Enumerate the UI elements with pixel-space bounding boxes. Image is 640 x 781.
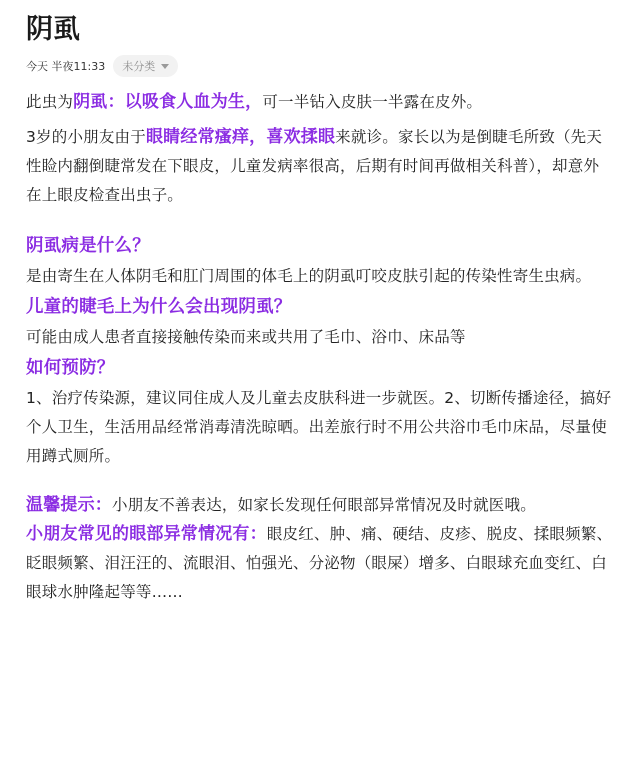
text-span: 可一半钻入皮肤一半露在皮外。 <box>262 93 483 111</box>
text-span: 来就诊。家长以为是倒睫毛所致（先天性睑内翻倒睫常发在下眼皮，儿童发病率很高，后期有时间再做相关科普），却意外在上眼皮检查出虫子。 <box>26 128 603 204</box>
note-body <box>26 88 614 607</box>
note-meta <box>26 54 614 78</box>
paragraph-tip <box>26 491 614 520</box>
paragraph-symptoms <box>26 520 614 607</box>
note-date: 今天 半夜11:33 <box>26 60 106 73</box>
highlight-text: 眼睛经常瘙痒，喜欢揉眼 <box>145 127 336 147</box>
paragraph-intro <box>26 88 614 117</box>
paragraph-definition: 是由寄生在人体阴毛和肛门周围的体毛上的阴虱叮咬皮肤引起的传染性寄生虫病。 <box>26 267 592 285</box>
text-span: 3岁的小朋友由于 <box>26 128 146 146</box>
text-span: 此虫为 <box>26 93 74 111</box>
text-span: 小朋友不善表达，如家长发现任何眼部异常情况及时就医哦。 <box>112 496 536 514</box>
heading-what-is: 阴虱病是什么？ <box>26 236 150 256</box>
paragraph-cause: 可能由成人患者直接接触传染而来或共用了毛巾、浴巾、床品等 <box>26 328 466 346</box>
category-label: 未分类 <box>122 60 156 73</box>
paragraph-case <box>26 123 614 210</box>
text-span: 眼皮红、肿、痛、硬结、皮疹、脱皮、揉眼频繁、眨眼频繁、泪汪汪的、流眼泪、怕强光、分泌物（眼屎）增多、白眼球充血变红、白眼球水肿隆起等等…… <box>26 525 613 601</box>
highlight-text: 阴虱：以吸食人血为生， <box>73 92 263 112</box>
note-title: 阴虱 <box>26 14 80 45</box>
highlight-text: 小朋友常见的眼部异常情况有： <box>26 524 267 544</box>
heading-prevention: 如何预防？ <box>26 358 115 378</box>
paragraph-prevention: 1、治疗传染源，建议同住成人及儿童去皮肤科进一步就医。2、切断传播途径，搞好个人卫生，生活用品经常消毒清洗晾晒。出差旅行时不用公共浴巾毛巾床品，尽量使用蹲式厕所。 <box>26 389 612 465</box>
highlight-text: 温馨提示： <box>26 495 112 515</box>
chevron-down-icon <box>161 64 169 69</box>
category-dropdown[interactable] <box>113 55 178 77</box>
heading-why: 儿童的睫毛上为什么会出现阴虱？ <box>26 297 292 317</box>
